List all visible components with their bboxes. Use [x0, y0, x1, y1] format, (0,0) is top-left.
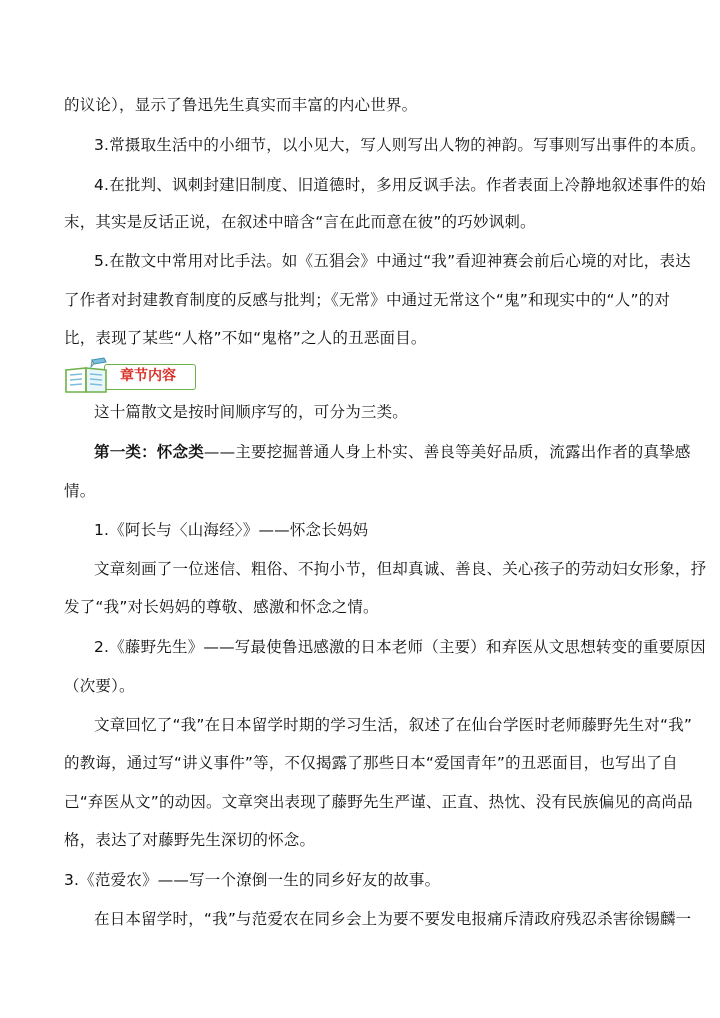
section-badge	[64, 356, 204, 396]
item-title: 1.《阿长与〈山海经〉》——怀念长妈妈	[94, 521, 369, 539]
paragraph-line: 末，其实是反话正说，在叙述中暗含“言在此而意在彼”的巧妙讽刺。	[64, 213, 536, 231]
book-with-pencil-icon	[64, 356, 112, 396]
item-title: 3.《范爱农》——写一个潦倒一生的同乡好友的故事。	[64, 871, 441, 889]
paragraph-line: 5.在散文中常用对比手法。如《五猖会》中通过“我”看迎神赛会前后心境的对比，表达	[94, 252, 691, 270]
paragraph-line: 己“弃医从文”的动因。文章突出表现了藤野先生严谨、正直、热忱、没有民族偏见的高尚品	[64, 793, 693, 811]
paragraph-line: 的议论），显示了鲁迅先生真实而丰富的内心世界。	[64, 96, 418, 114]
category-description: ——主要挖掘普通人身上朴实、善良等美好品质，流露出作者的真挚感	[203, 443, 691, 461]
paragraph-line: 4.在批判、讽刺封建旧制度、旧道德时，多用反讽手法。作者表面上冷静地叙述事件的始	[94, 176, 706, 194]
section-badge-label: 章节内容	[120, 368, 176, 384]
paragraph-line: 格，表达了对藤野先生深切的怀念。	[64, 831, 316, 849]
paragraph-line: 比，表现了某些“人格”不如“鬼格”之人的丑恶面目。	[64, 329, 427, 347]
item-title: 2.《藤野先生》——写最使鲁迅感激的日本老师（主要）和弃医从文思想转变的重要原因	[94, 638, 706, 656]
paragraph-line: 发了“我”对长妈妈的尊敬、感激和怀念之情。	[64, 598, 379, 616]
paragraph-line: 3.常摄取生活中的小细节，以小见大，写人则写出人物的神韵。写事则写出事件的本质。	[94, 136, 706, 154]
paragraph-line: 文章回忆了“我”在日本留学时期的学习生活，叙述了在仙台学医时老师藤野先生对“我”	[94, 716, 693, 734]
paragraph-line: 的教诲，通过写“讲义事件”等，不仅揭露了那些日本“爱国青年”的丑恶面目，也写出了自	[64, 754, 678, 772]
paragraph-line: （次要）。	[64, 677, 135, 695]
paragraph-line: 情。	[64, 482, 96, 500]
category-heading	[94, 441, 691, 463]
paragraph-line: 了作者对封建教育制度的反感与批判；《无常》中通过无常这个“鬼”和现实中的“人”的对	[64, 291, 671, 309]
paragraph-line: 文章刻画了一位迷信、粗俗、不拘小节，但却真诚、善良、关心孩子的劳动妇女形象，抒	[94, 560, 707, 578]
category-title: 第一类：怀念类	[94, 443, 204, 461]
paragraph-line: 在日本留学时，“我”与范爱农在同乡会上为要不要发电报痛斥清政府残忍杀害徐锡麟一	[94, 910, 692, 928]
intro-text: 这十篇散文是按时间顺序写的，可分为三类。	[94, 403, 409, 421]
